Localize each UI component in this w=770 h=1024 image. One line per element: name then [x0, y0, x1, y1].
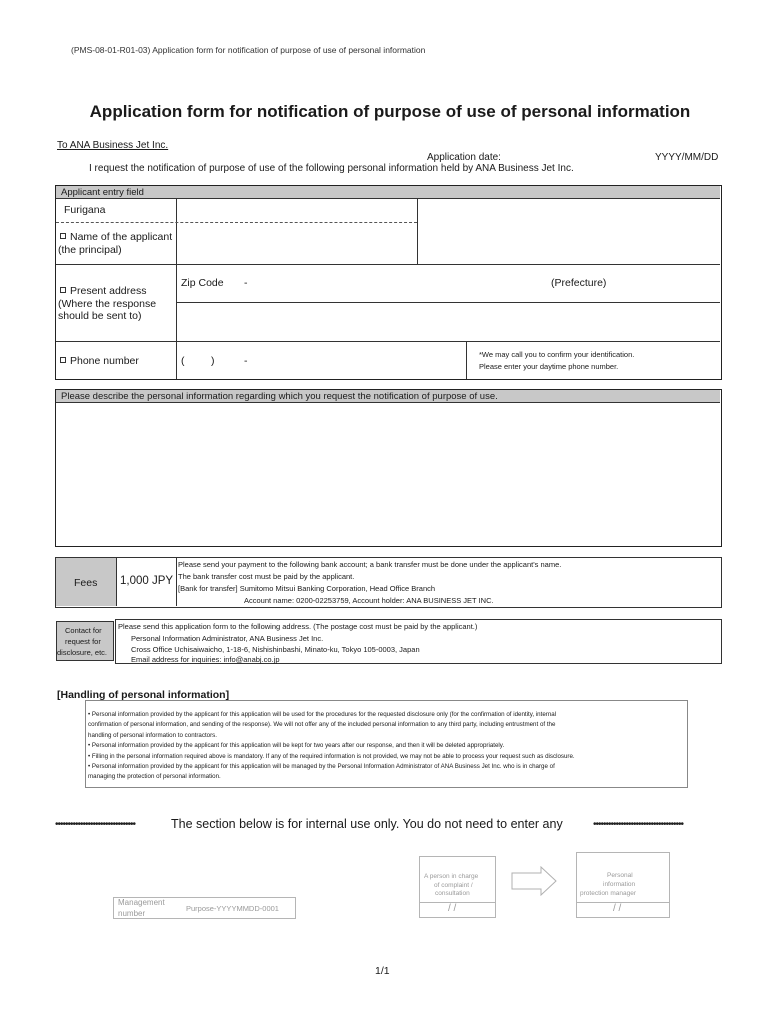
phone-label-text: Phone number: [70, 355, 139, 367]
handling-title: [Handling of personal information]: [57, 689, 230, 701]
handling-line: • Filling in the personal information required above is mandatory. If any of the required information is not provided, we may not be able to process your request such as disclosure.: [88, 752, 575, 760]
consultation-label-line2: of complaint /: [434, 882, 473, 889]
protection-manager-date[interactable]: / /: [613, 903, 622, 914]
arrow-right-icon: [511, 866, 557, 896]
handling-lines: [88, 710, 686, 783]
phone-note-divider: [466, 341, 467, 379]
handling-box: [85, 700, 688, 788]
request-statement: I request the notification of purpose of use of the following personal information held by ANA Business Jet Inc.: [89, 163, 574, 174]
contact-line1: Please send this application form to the following address. (The postage cost must be paid by the applicant.): [118, 622, 478, 631]
address-label-line2: (Where the response: [58, 298, 157, 310]
phone-note-line1: *We may call you to confirm your identification.: [479, 350, 635, 359]
handling-line: handling of personal information to contractors.: [88, 731, 217, 739]
document-id: (PMS-08-01-R01-03) Application form for notification of purpose of use of personal information: [71, 45, 426, 55]
describe-section: [55, 389, 722, 547]
name-label: [60, 231, 172, 243]
address-label-line1: Present address: [70, 285, 147, 297]
zip-code-label: Zip Code: [181, 277, 224, 289]
address-label: [60, 285, 146, 297]
consultation-label-line3: consultation: [435, 890, 470, 897]
address-input[interactable]: [177, 304, 719, 340]
prefecture-label: (Prefecture): [551, 277, 607, 289]
checkbox-icon: [60, 233, 66, 239]
checkbox-icon: [60, 357, 66, 363]
page-number: 1/1: [375, 965, 390, 977]
contact-line2: Personal Information Administrator, ANA Business Jet Inc.: [131, 634, 324, 643]
furigana-label: Furigana: [64, 204, 106, 216]
name-row-divider: [56, 264, 720, 265]
handling-line: • Personal information provided by the applicant for this application will be kept for two years after our response, and then it will be deleted appropriately.: [88, 742, 505, 750]
contact-line4: Email address for inquiries: info@anabj.co.jp: [131, 655, 280, 664]
consultation-stamp-box: [419, 856, 496, 918]
applicant-entry-table: [55, 185, 722, 380]
name-input[interactable]: [177, 223, 416, 263]
name-extra-input[interactable]: [418, 200, 719, 263]
handling-line: confirmation of personal information, and sending of the response). We will not offer any of the included personal information to any third party, including entrustment of the: [88, 721, 556, 729]
page-title: Application form for notification of purpose of use of personal information: [89, 102, 691, 121]
contact-label-line2: request for: [65, 637, 101, 646]
application-date-value[interactable]: YYYY/MM/DD: [655, 152, 719, 163]
management-number-label-line1: Management: [118, 898, 165, 907]
protection-manager-label-line2: information: [603, 881, 636, 888]
handling-line: • Personal information provided by the applicant for this application will be used for the procedures for the requested disclosure only (for the confirmation of identity, internal: [88, 711, 557, 718]
internal-dots-right: ••••••••••••••••••••••••••••••••••••: [593, 819, 684, 830]
protection-manager-stamp-box: [576, 852, 670, 918]
furigana-input[interactable]: [177, 200, 416, 221]
addressee: To ANA Business Jet Inc.: [57, 140, 169, 151]
contact-label-line3: disclosure, etc.: [57, 648, 108, 657]
internal-dots-left: ••••••••••••••••••••••••••••••••: [55, 819, 136, 830]
application-date-label: Application date:: [427, 152, 501, 163]
describe-header-label: Please describe the personal information regarding which you request the notification of purpose of use.: [61, 391, 498, 402]
fees-amount: 1,000 JPY: [120, 575, 174, 587]
management-number-value: Purpose-YYYYMMDD-0001: [186, 904, 279, 913]
consultation-divider: [420, 902, 495, 903]
phone-input[interactable]: [177, 343, 465, 378]
name-label-line2: (the principal): [58, 244, 122, 256]
zip-row-divider: [176, 302, 720, 303]
phone-label: [60, 355, 139, 367]
internal-use-notice: The section below is for internal use only. You do not need to enter any: [171, 817, 563, 831]
contact-line3: Cross Office Uchisaiwaicho, 1-18-6, Nishishinbashi, Minato-ku, Tokyo 105-0003, Japan: [131, 645, 420, 654]
fees-line2: The bank transfer cost must be paid by the applicant.: [178, 572, 355, 581]
describe-header: [56, 390, 720, 403]
applicant-entry-header: [56, 186, 720, 199]
fees-line4: Account name: 0200-02253759, Account holder: ANA BUSINESS JET INC.: [244, 596, 494, 605]
contact-section: [115, 619, 722, 664]
name-label-line1: Name of the applicant: [70, 231, 173, 243]
phone-paren-open: (: [181, 355, 185, 367]
phone-dash: -: [244, 355, 248, 367]
protection-manager-divider: [577, 902, 669, 903]
address-row-divider: [56, 341, 720, 342]
phone-paren-close: ): [211, 355, 215, 367]
fees-section: [55, 557, 722, 608]
address-label-line3: should be sent to): [58, 310, 142, 322]
zip-code-dash: -: [244, 277, 248, 289]
handling-line: managing the protection of personal information.: [88, 773, 221, 781]
management-number-label-line2: number: [118, 909, 146, 918]
consultation-date[interactable]: / /: [448, 903, 457, 914]
protection-manager-label-line3: protection manager: [580, 890, 637, 897]
consultation-label-line1: A person in charge: [424, 873, 479, 880]
management-number-box: [113, 897, 296, 919]
contact-label-line1: Contact for: [65, 626, 102, 635]
fees-line3: [Bank for transfer] Sumitomo Mitsui Banking Corporation, Head Office Branch: [178, 584, 436, 593]
phone-note-line2: Please enter your daytime phone number.: [479, 362, 619, 371]
checkbox-icon: [60, 287, 66, 293]
describe-textarea[interactable]: [58, 406, 718, 544]
fees-line1: Please send your payment to the following bank account; a bank transfer must be done under the applicant's name.: [178, 560, 562, 569]
applicant-entry-header-label: Applicant entry field: [61, 187, 144, 198]
handling-line: • Personal information provided by the applicant for this application will be managed by the Personal Information Administrator of ANA Business Jet Inc. who is in charge of: [88, 763, 555, 771]
protection-manager-label-line1: Personal: [607, 872, 633, 879]
zip-code-input[interactable]: [256, 266, 536, 300]
fees-label: Fees: [74, 577, 98, 589]
